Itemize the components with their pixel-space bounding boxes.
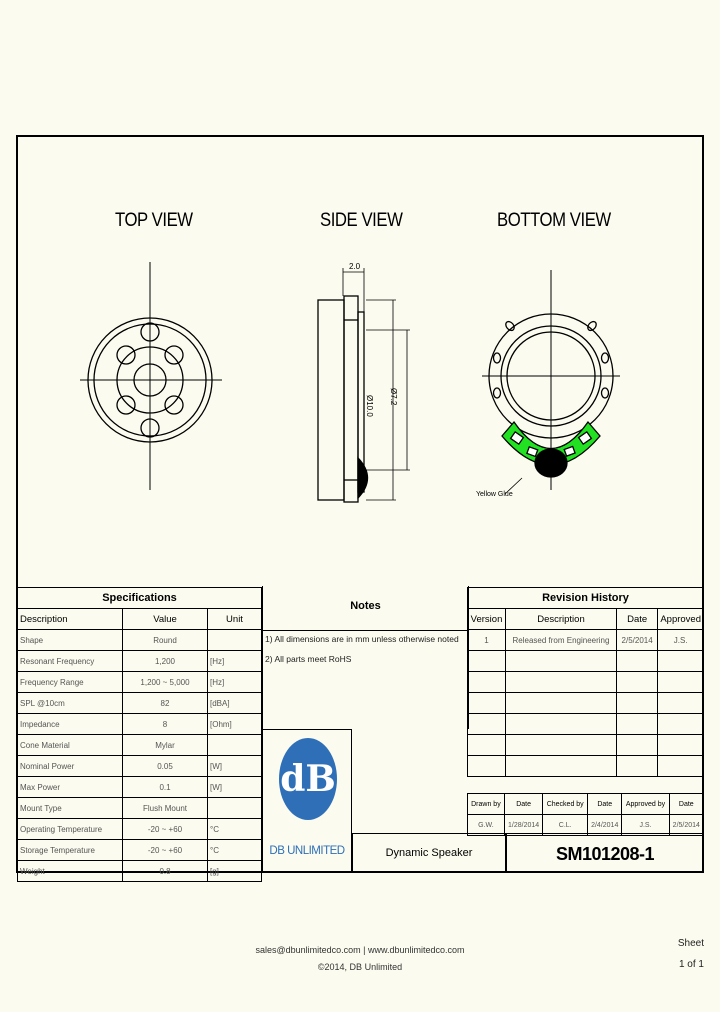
spec-unit: [W]	[208, 756, 262, 777]
spec-value: 0.8	[123, 861, 208, 882]
footer-contact: sales@dbunlimitedco.com | www.dbunlimitedco.com	[255, 945, 465, 955]
spec-value: -20 ~ +60	[123, 819, 208, 840]
spec-description: Operating Temperature	[18, 819, 123, 840]
sheet-label: Sheet	[677, 938, 704, 949]
spec-description: Cone Material	[18, 735, 123, 756]
top-view-title: TOP VIEW	[115, 210, 193, 231]
spec-value: Mylar	[123, 735, 208, 756]
rev-description: Released from Engineering	[506, 630, 617, 651]
spec-unit	[208, 735, 262, 756]
revision-table	[467, 587, 704, 777]
bottom-view-title: BOTTOM VIEW	[497, 210, 611, 231]
spec-row	[18, 735, 262, 756]
spec-description: Mount Type	[18, 798, 123, 819]
side-view-drawing	[318, 268, 410, 502]
rev-version: 1	[468, 630, 506, 651]
spec-description: Frequency Range	[18, 672, 123, 693]
appr-header-approved-by: Approved by	[622, 794, 669, 815]
side-width-dim: 2.0	[349, 262, 361, 271]
spec-value: 8	[123, 714, 208, 735]
appr-header-drawn-by: Drawn by	[468, 794, 505, 815]
spec-description: Nominal Power	[18, 756, 123, 777]
spec-unit: °C	[208, 819, 262, 840]
spec-row	[18, 714, 262, 735]
sheet-value: 1 of 1	[678, 959, 704, 970]
specifications-table	[17, 587, 262, 882]
spec-value: Flush Mount	[123, 798, 208, 819]
appr-header-date-3: Date	[669, 794, 703, 815]
appr-header-checked-by: Checked by	[543, 794, 588, 815]
side-view-title: SIDE VIEW	[320, 210, 403, 231]
spec-unit: [Hz]	[208, 672, 262, 693]
appr-header-date-1: Date	[504, 794, 543, 815]
side-outer-dia-dim: Ø10.0	[365, 395, 374, 417]
spec-unit	[208, 798, 262, 819]
spec-description: Shape	[18, 630, 123, 651]
spec-unit: °C	[208, 840, 262, 861]
appr-approved-date: 2/5/2014	[669, 815, 703, 836]
logo-box	[262, 729, 352, 873]
spec-row	[18, 819, 262, 840]
appr-drawn-date: 1/28/2014	[504, 815, 543, 836]
spec-row	[18, 777, 262, 798]
bottom-view-drawing	[482, 270, 620, 494]
db-logo	[279, 738, 337, 820]
specs-header-description: Description	[18, 609, 123, 630]
revision-title: Revision History	[468, 588, 704, 609]
specs-header-value: Value	[123, 609, 208, 630]
spec-value: 1,200	[123, 651, 208, 672]
spec-unit	[208, 630, 262, 651]
appr-checked-by: C.L.	[543, 815, 588, 836]
spec-value: 82	[123, 693, 208, 714]
appr-drawn-by: G.W.	[468, 815, 505, 836]
footer-copyright: ©2014, DB Unlimited	[317, 962, 403, 972]
spec-row	[18, 840, 262, 861]
note-line-2: 2) All parts meet RoHS	[265, 654, 352, 664]
spec-row	[18, 693, 262, 714]
rev-header-date: Date	[616, 609, 657, 630]
spec-row	[18, 861, 262, 882]
revision-row	[468, 630, 704, 651]
rev-approved: J.S.	[658, 630, 704, 651]
spec-value: 0.1	[123, 777, 208, 798]
note-line-1: 1) All dimensions are in mm unless otherwise noted	[265, 634, 459, 644]
product-name: Dynamic Speaker	[385, 847, 473, 859]
notes-title: Notes	[350, 600, 381, 612]
spec-row	[18, 756, 262, 777]
spec-value: Round	[123, 630, 208, 651]
spec-description: Resonant Frequency	[18, 651, 123, 672]
spec-row	[18, 672, 262, 693]
specs-body	[18, 630, 262, 882]
spec-value: 1,200 ~ 5,000	[123, 672, 208, 693]
spec-row	[18, 651, 262, 672]
spec-unit: [W]	[208, 777, 262, 798]
appr-approved-by: J.S.	[622, 815, 669, 836]
rev-header-version: Version	[468, 609, 506, 630]
spec-value: 0.05	[123, 756, 208, 777]
spec-unit: [g]	[208, 861, 262, 882]
notes-box	[262, 586, 469, 729]
spec-description: Weight	[18, 861, 123, 882]
db-logo-mark: dB	[280, 758, 336, 800]
logo-text: DB UNLIMITED	[269, 845, 345, 857]
rev-header-approved: Approved	[658, 609, 704, 630]
spec-unit: [dBA]	[208, 693, 262, 714]
spec-row	[18, 630, 262, 651]
appr-checked-date: 2/4/2014	[588, 815, 622, 836]
rev-header-description: Description	[506, 609, 617, 630]
approvals-table	[467, 793, 704, 836]
spec-description: Impedance	[18, 714, 123, 735]
appr-header-date-2: Date	[588, 794, 622, 815]
part-number-box	[506, 833, 704, 873]
spec-row	[18, 798, 262, 819]
specs-header-unit: Unit	[208, 609, 262, 630]
rev-date: 2/5/2014	[616, 630, 657, 651]
spec-unit: [Ohm]	[208, 714, 262, 735]
specs-title: Specifications	[18, 588, 262, 609]
spec-unit: [Hz]	[208, 651, 262, 672]
spec-value: -20 ~ +60	[123, 840, 208, 861]
product-name-box	[352, 833, 506, 873]
glue-callout: Yellow Glue	[476, 491, 513, 498]
spec-description: SPL @10cm	[18, 693, 123, 714]
part-number: SM101208-1	[555, 844, 655, 864]
top-view-drawing	[80, 262, 222, 490]
spec-description: Storage Temperature	[18, 840, 123, 861]
spec-description: Max Power	[18, 777, 123, 798]
side-inner-dia-dim: Ø7.2	[389, 388, 398, 406]
